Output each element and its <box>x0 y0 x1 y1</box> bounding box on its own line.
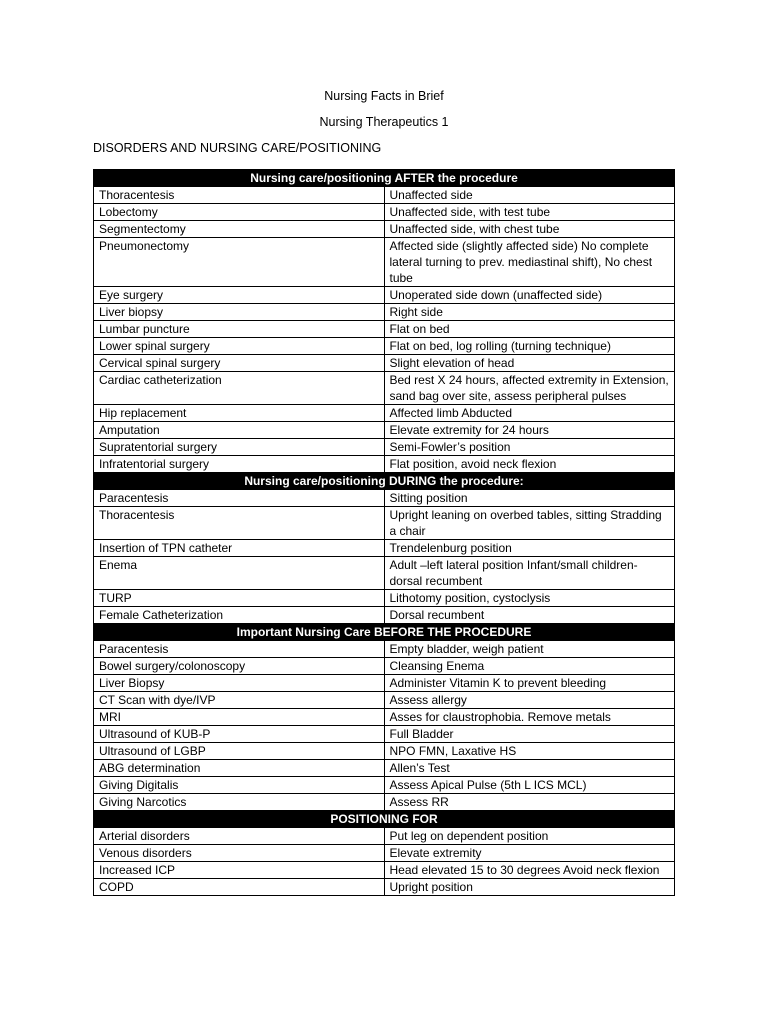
procedure-cell: Cardiac catheterization <box>94 372 385 405</box>
procedure-cell: Lobectomy <box>94 204 385 221</box>
table-row <box>94 879 675 896</box>
care-cell: Full Bladder <box>384 726 675 743</box>
care-cell: Unaffected side, with test tube <box>384 204 675 221</box>
table-row <box>94 187 675 204</box>
care-cell: Elevate extremity for 24 hours <box>384 422 675 439</box>
procedure-cell: Paracentesis <box>94 641 385 658</box>
table-row <box>94 607 675 624</box>
care-cell: NPO FMN, Laxative HS <box>384 743 675 760</box>
procedure-cell: Insertion of TPN catheter <box>94 540 385 557</box>
procedure-cell: Enema <box>94 557 385 590</box>
procedure-cell: Arterial disorders <box>94 828 385 845</box>
care-cell: Assess RR <box>384 794 675 811</box>
procedure-cell: Increased ICP <box>94 862 385 879</box>
care-cell: Put leg on dependent position <box>384 828 675 845</box>
procedure-cell: Amputation <box>94 422 385 439</box>
table-row <box>94 862 675 879</box>
procedure-cell: Cervical spinal surgery <box>94 355 385 372</box>
table-row <box>94 355 675 372</box>
table-row <box>94 675 675 692</box>
procedure-cell: Ultrasound of LGBP <box>94 743 385 760</box>
care-cell: Asses for claustrophobia. Remove metals <box>384 709 675 726</box>
table-row <box>94 726 675 743</box>
nursing-care-table <box>93 169 675 896</box>
procedure-cell: Liver Biopsy <box>94 675 385 692</box>
procedure-cell: Ultrasound of KUB-P <box>94 726 385 743</box>
care-cell: Trendelenburg position <box>384 540 675 557</box>
table-row <box>94 321 675 338</box>
table-row <box>94 709 675 726</box>
care-cell: Upright position <box>384 879 675 896</box>
procedure-cell: Infratentorial surgery <box>94 456 385 473</box>
table-row <box>94 743 675 760</box>
care-cell: Cleansing Enema <box>384 658 675 675</box>
procedure-cell: CT Scan with dye/IVP <box>94 692 385 709</box>
table-row <box>94 845 675 862</box>
table-row <box>94 540 675 557</box>
procedure-cell: Thoracentesis <box>94 187 385 204</box>
table-row <box>94 641 675 658</box>
procedure-cell: Paracentesis <box>94 490 385 507</box>
care-cell: Unaffected side <box>384 187 675 204</box>
procedure-cell: Segmentectomy <box>94 221 385 238</box>
procedure-cell: Liver biopsy <box>94 304 385 321</box>
care-cell: Unaffected side, with chest tube <box>384 221 675 238</box>
procedure-cell: Female Catheterization <box>94 607 385 624</box>
table-row <box>94 760 675 777</box>
care-cell: Flat on bed <box>384 321 675 338</box>
table-body <box>94 170 675 896</box>
care-cell: Upright leaning on overbed tables, sitting Stradding a chair <box>384 507 675 540</box>
procedure-cell: Giving Narcotics <box>94 794 385 811</box>
table-row <box>94 405 675 422</box>
table-row <box>94 794 675 811</box>
section-heading: DISORDERS AND NURSING CARE/POSITIONING <box>93 141 382 155</box>
section-header-cell: Nursing care/positioning AFTER the procedure <box>94 170 675 187</box>
table-section-header <box>94 811 675 828</box>
procedure-cell: MRI <box>94 709 385 726</box>
table-row <box>94 238 675 287</box>
table-row <box>94 590 675 607</box>
procedure-cell: TURP <box>94 590 385 607</box>
table-row <box>94 204 675 221</box>
care-cell: Affected side (slightly affected side) No complete lateral turning to prev. mediastinal shift), No chest tube <box>384 238 675 287</box>
care-cell: Empty bladder, weigh patient <box>384 641 675 658</box>
procedure-cell: COPD <box>94 879 385 896</box>
table-row <box>94 456 675 473</box>
table-row <box>94 828 675 845</box>
procedure-cell: Hip replacement <box>94 405 385 422</box>
table-row <box>94 439 675 456</box>
section-header-cell: POSITIONING FOR <box>94 811 675 828</box>
care-cell: Administer Vitamin K to prevent bleeding <box>384 675 675 692</box>
table-row <box>94 507 675 540</box>
procedure-cell: Bowel surgery/colonoscopy <box>94 658 385 675</box>
care-cell: Allen’s Test <box>384 760 675 777</box>
table-section-header <box>94 624 675 641</box>
care-cell: Slight elevation of head <box>384 355 675 372</box>
procedure-cell: Venous disorders <box>94 845 385 862</box>
procedure-cell: Lumbar puncture <box>94 321 385 338</box>
care-cell: Assess Apical Pulse (5th L ICS MCL) <box>384 777 675 794</box>
table-section-header <box>94 473 675 490</box>
procedure-cell: Eye surgery <box>94 287 385 304</box>
care-cell: Elevate extremity <box>384 845 675 862</box>
care-cell: Lithotomy position, cystoclysis <box>384 590 675 607</box>
care-cell: Head elevated 15 to 30 degrees Avoid neck flexion <box>384 862 675 879</box>
table-row <box>94 692 675 709</box>
care-cell: Affected limb Abducted <box>384 405 675 422</box>
care-cell: Flat on bed, log rolling (turning technique) <box>384 338 675 355</box>
table-row <box>94 422 675 439</box>
section-header-cell: Important Nursing Care BEFORE THE PROCEDURE <box>94 624 675 641</box>
table-row <box>94 304 675 321</box>
procedure-cell: Pneumonectomy <box>94 238 385 287</box>
table-row <box>94 372 675 405</box>
table-row <box>94 777 675 794</box>
care-cell: Adult –left lateral position Infant/small children- dorsal recumbent <box>384 557 675 590</box>
table-row <box>94 490 675 507</box>
table-section-header <box>94 170 675 187</box>
table-row <box>94 338 675 355</box>
care-cell: Assess allergy <box>384 692 675 709</box>
document-subtitle: Nursing Therapeutics 1 <box>319 115 449 129</box>
care-cell: Sitting position <box>384 490 675 507</box>
care-cell: Semi-Fowler’s position <box>384 439 675 456</box>
table-row <box>94 221 675 238</box>
document-title: Nursing Facts in Brief <box>324 89 444 103</box>
care-cell: Right side <box>384 304 675 321</box>
procedure-cell: ABG determination <box>94 760 385 777</box>
care-cell: Unoperated side down (unaffected side) <box>384 287 675 304</box>
table-row <box>94 658 675 675</box>
procedure-cell: Lower spinal surgery <box>94 338 385 355</box>
care-cell: Dorsal recumbent <box>384 607 675 624</box>
section-header-cell: Nursing care/positioning DURING the procedure: <box>94 473 675 490</box>
care-cell: Bed rest X 24 hours, affected extremity in Extension, sand bag over site, assess peripheral pulses <box>384 372 675 405</box>
care-cell: Flat position, avoid neck flexion <box>384 456 675 473</box>
procedure-cell: Supratentorial surgery <box>94 439 385 456</box>
table-row <box>94 557 675 590</box>
procedure-cell: Thoracentesis <box>94 507 385 540</box>
table-row <box>94 287 675 304</box>
procedure-cell: Giving Digitalis <box>94 777 385 794</box>
